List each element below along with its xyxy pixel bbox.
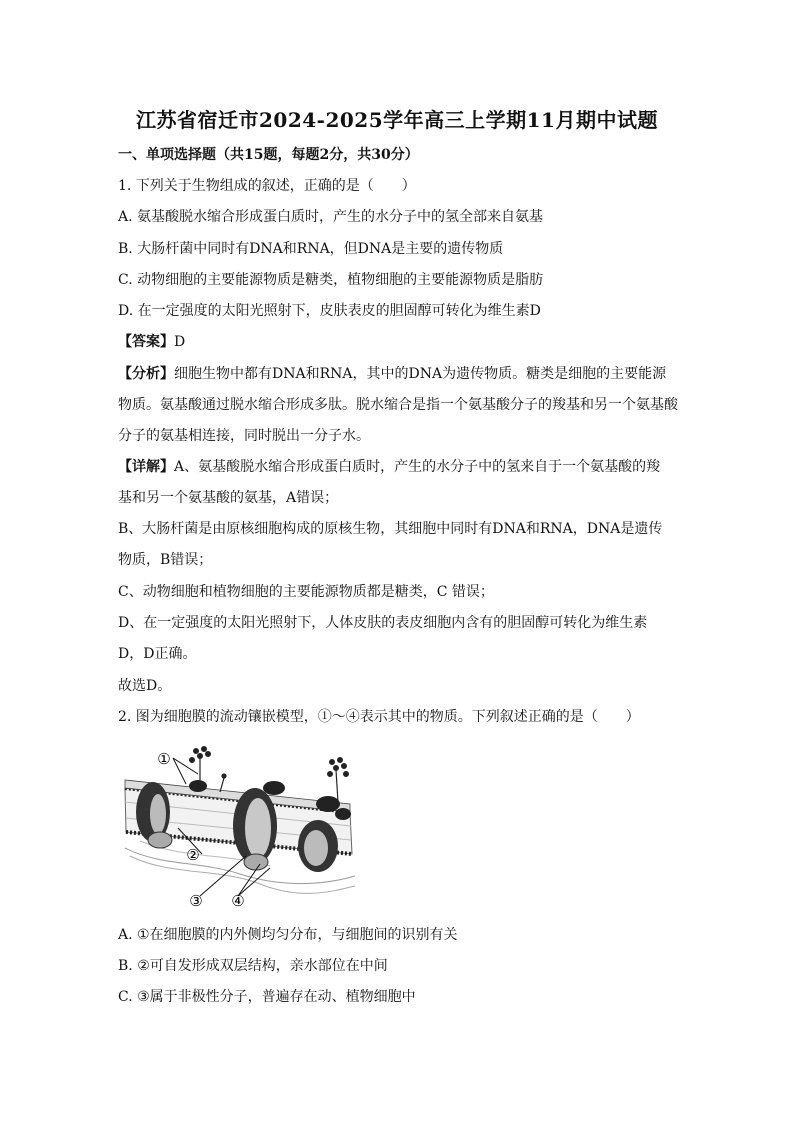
answer-line <box>118 333 185 351</box>
figure-label-3: ③ <box>189 892 203 910</box>
question-1-option-c: C. 动物细胞的主要能源物质是糖类，植物细胞的主要能源物质是脂肪 <box>118 272 544 288</box>
detail-text-8: 故选D。 <box>118 678 172 694</box>
figure-label-1: ① <box>157 750 171 768</box>
question-2-option-a: A. ①在细胞膜的内外侧均匀分布，与细胞间的识别有关 <box>118 927 458 943</box>
detail-text-1: A、氨基酸脱水缩合形成蛋白质时，产生的水分子中的氢来自于一个氨基酸的羧 <box>174 459 661 475</box>
analysis-text-3: 分子的氨基相连接，同时脱出一分子水。 <box>118 428 370 444</box>
analysis-text-1: 细胞生物中都有DNA和RNA，其中的DNA为遗传物质。糖类是细胞的主要能源 <box>174 366 667 382</box>
figure-label-2: ② <box>186 846 200 864</box>
question-1-stem: 1. 下列关于生物组成的叙述，正确的是（ ） <box>118 178 416 194</box>
question-2-option-b: B. ②可自发形成双层结构，亲水部位在中间 <box>118 958 388 974</box>
cell-membrane-figure <box>120 736 360 912</box>
membrane-protein-right <box>298 820 338 872</box>
answer-value: D <box>174 334 186 350</box>
detail-text-3: B、大肠杆菌是由原核细胞构成的原核生物，其细胞中同时有DNA和RNA，DNA是遗传 <box>118 521 663 537</box>
section-header: 一、单项选择题（共15题，每题2分，共30分） <box>118 147 419 163</box>
question-2-stem: 2. 图为细胞膜的流动镶嵌模型，①～④表示其中的物质。下列叙述正确的是（ ） <box>118 709 640 725</box>
membrane-protein-center <box>233 788 277 870</box>
question-1-option-a: A. 氨基酸脱水缩合形成蛋白质时，产生的水分子中的氢全部来自氨基 <box>118 209 544 225</box>
analysis-text-2: 物质。氨基酸通过脱水缩合形成多肽。脱水缩合是指一个氨基酸分子的羧基和另一个氨基酸 <box>118 397 678 413</box>
figure-label-4: ④ <box>231 892 245 910</box>
detail-line-1 <box>118 458 660 476</box>
detail-tag: 【详解】 <box>118 459 174 475</box>
analysis-line-1 <box>118 365 666 383</box>
detail-text-2: 基和另一个氨基酸的氨基，A错误； <box>118 490 339 506</box>
question-1-option-b: B. 大肠杆菌中同时有DNA和RNA，但DNA是主要的遗传物质 <box>118 241 504 257</box>
detail-text-6: D、在一定强度的太阳光照射下，人体皮肤的表皮细胞内含有的胆固醇可转化为维生素 <box>118 615 648 631</box>
detail-text-4: 物质，B错误； <box>118 552 213 568</box>
detail-text-5: C、动物细胞和植物细胞的主要能源物质都是糖类，C 错误； <box>118 584 494 600</box>
question-1-option-d: D. 在一定强度的太阳光照射下，皮肤表皮的胆固醇可转化为维生素D <box>118 303 541 319</box>
answer-tag: 【答案】 <box>118 334 174 350</box>
question-2-option-c: C. ③属于非极性分子，普遍存在动、植物细胞中 <box>118 989 416 1005</box>
detail-text-7: D，D正确。 <box>118 646 197 662</box>
page-title: 江苏省宿迁市2024-2025学年高三上学期11月期中试题 <box>136 108 658 132</box>
analysis-tag: 【分析】 <box>118 366 174 382</box>
